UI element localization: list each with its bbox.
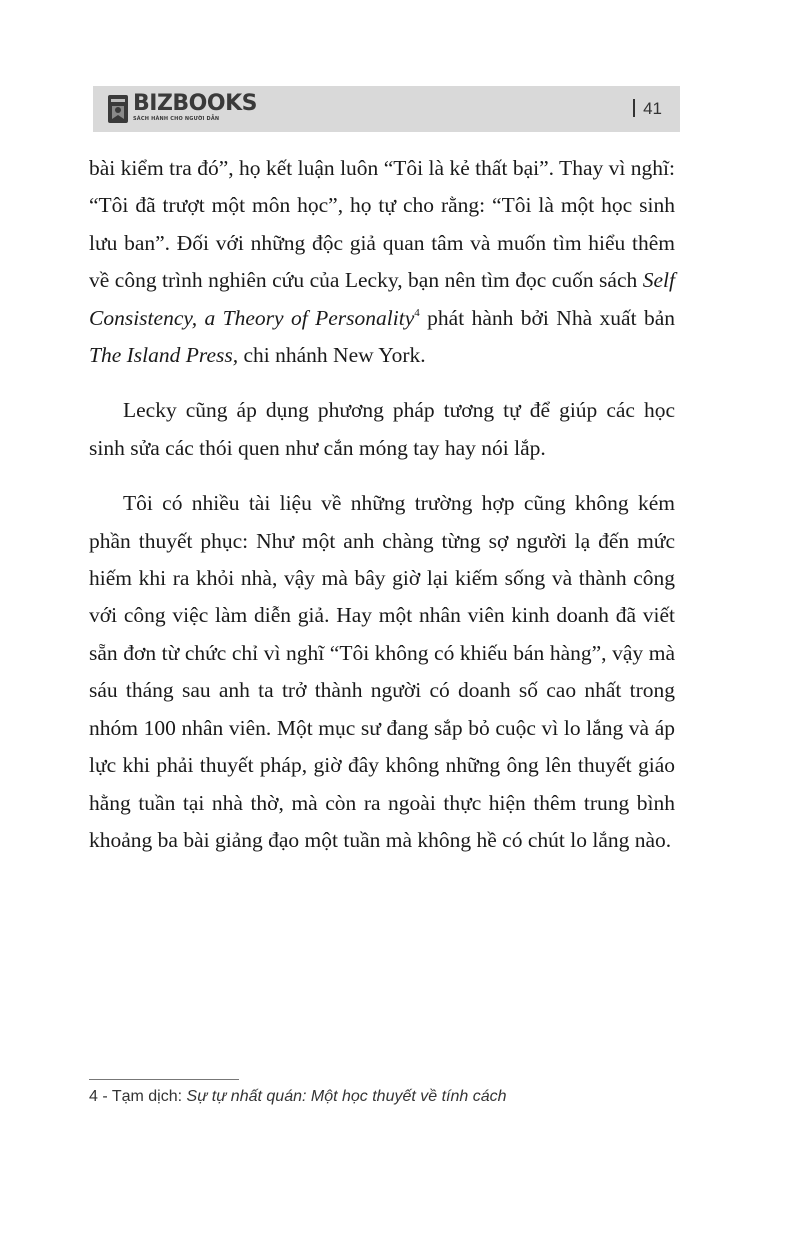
- page-header: [93, 86, 680, 132]
- text-segment: Tôi có nhiều tài liệu về những trường hợp cũng không kém phần thuyết phục: Như một anh chàng từng sợ người lạ đến mức hiếm khi ra khỏi nhà, vậy mà bây giờ lại kiếm sống và thành công với công việc làm diễn giả. Hay một nhân viên kinh doanh đã viết sẵn đơn từ chức chỉ vì nghĩ “Tôi không có khiếu bán hàng”, vậy mà sáu tháng sau anh ta trở thành người có doanh số cao nhất trong nhóm 100 nhân viên. Một mục sư đang sắp bỏ cuộc vì lo lắng và áp lực khi phải thuyết pháp, giờ đây không những ông lên thuyết giáo hằng tuần tại nhà thờ, mà còn ra ngoài thực hiện thêm trung bình khoảng ba bài giảng đạo một tuần mà không hề có chút lo lắng nào.: [89, 491, 675, 852]
- footnote-prefix: 4 - Tạm dịch:: [89, 1088, 187, 1105]
- paragraph: [89, 150, 675, 374]
- page-number-separator: [633, 99, 635, 117]
- text-segment: bài kiểm tra đó”, họ kết luận luôn “Tôi là kẻ thất bại”. Thay vì nghĩ: “Tôi đã trượt một môn học”, họ tự cho rằng: “Tôi là một học sinh lưu ban”. Đối với những độc giả quan tâm và muốn tìm hiểu thêm về công trình nghiên cứu của Lecky, bạn nên tìm đọc cuốn sách: [89, 156, 675, 293]
- text-segment: phát hành bởi Nhà xuất bản: [419, 305, 676, 330]
- body-text: [89, 150, 675, 859]
- logo-name: BIZBOOKS: [133, 91, 257, 116]
- publisher-italic: The Island Press,: [89, 343, 239, 368]
- page-number-value: 41: [643, 99, 662, 118]
- book-icon: [107, 94, 129, 124]
- footnote-reference: 4: [414, 306, 420, 319]
- text-segment: Lecky cũng áp dụng phương pháp tương tự để giúp các học sinh sửa các thói quen như cắn móng tay hay nói lắp.: [89, 398, 675, 460]
- page-number: [633, 99, 662, 119]
- text-segment: chi nhánh New York.: [238, 343, 426, 368]
- footnote-divider: [89, 1079, 239, 1080]
- bizbooks-logo: [107, 92, 257, 128]
- book-title-italic: Self Consistency, a Theory of Personality: [89, 268, 675, 330]
- logo-tagline: SÁCH HÀNH CHO NGƯỜI DẪN: [133, 116, 220, 122]
- paragraph: [89, 485, 675, 859]
- paragraph: [89, 392, 675, 467]
- footnote: [89, 1087, 507, 1107]
- footnote-translation: Sự tự nhất quán: Một học thuyết về tính cách: [186, 1088, 507, 1105]
